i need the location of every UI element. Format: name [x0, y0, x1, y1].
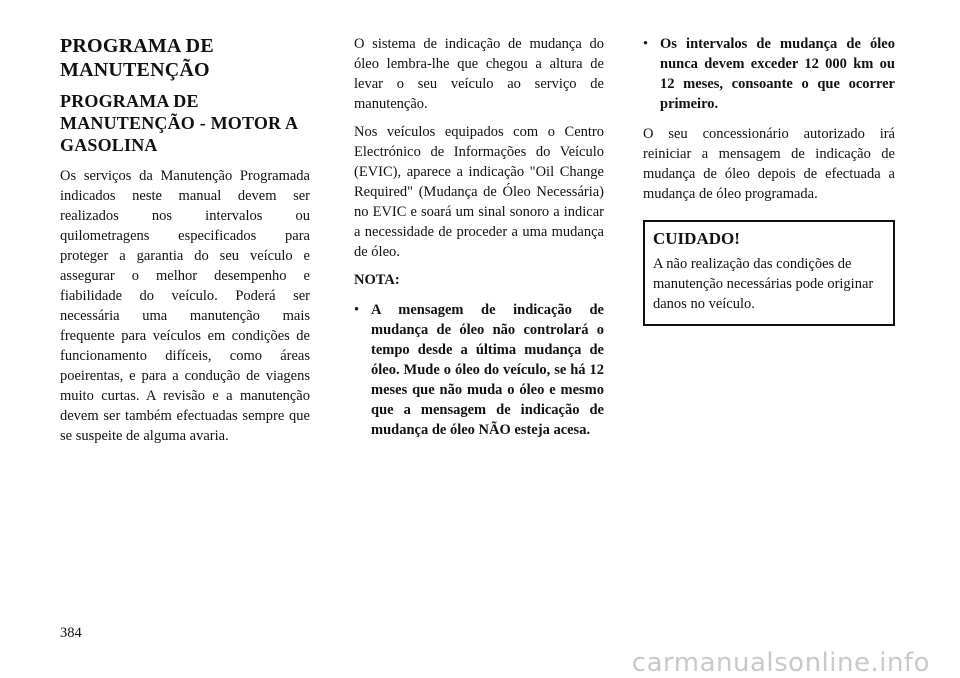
bullet-icon: • — [643, 36, 649, 52]
page-title: PROGRAMA DE MANUTENÇÃO — [60, 35, 214, 81]
caution-box — [643, 220, 895, 326]
note-bullet-1 — [354, 300, 604, 440]
middle-column — [354, 34, 604, 450]
page-number: 384 — [60, 625, 82, 641]
intro-paragraph: Os serviços da Manutenção Programada indicados neste manual devem ser realizados nos intervalos ou quilometragens especificados para proteger a garantia do seu veículo e assegurar o melhor desempenho e fiabilidade do veículo. Poderá ser necessária uma manutenção mais frequente para veículos em condições de funcionamento difíceis, como áreas poeirentas, e para a condução de viagens muito curtas. A revisão e a manutenção devem ser também efectuadas sempre que se suspeite de alguma avaria. — [60, 168, 310, 444]
dealer-paragraph: O seu concessionário autorizado irá reiniciar a mensagem de indicação de mudança de óleo depois de efectuada a mudança de óleo programada. — [643, 126, 895, 202]
section-heading: PROGRAMA DE MANUTENÇÃO - MOTOR A GASOLINA — [60, 91, 298, 155]
note-bullet-1-text: A mensagem de indicação de mudança de óleo não controlará o tempo desde a última mudança de óleo. Mude o óleo do veículo, se há 12 meses que não muda o óleo e mesmo que a mensagem de indicação de mudança de óleo NÃO esteja acesa. — [371, 302, 604, 438]
right-column — [643, 34, 895, 326]
bullet-icon: • — [354, 302, 360, 318]
caution-text: A não realização das condições de manutenção necessárias pode originar danos no veículo. — [653, 256, 874, 312]
oil-indicator-paragraph: O sistema de indicação de mudança do óleo lembra-lhe que chegou a altura de levar o seu veículo ao serviço de manutenção. — [354, 36, 604, 112]
left-column — [60, 34, 310, 454]
caution-title: CUIDADO! — [653, 229, 740, 248]
evic-paragraph: Nos veículos equipados com o Centro Electrónico de Informações do Veículo (EVIC), aparece a indicação "Oil Change Required" (Mudança de Óleo Necessária) no EVIC e soará um sinal sonoro a indicar a necessidade de proceder a uma mudança de óleo. — [354, 124, 604, 260]
note-bullet-2-text: Os intervalos de mudança de óleo nunca devem exceder 12 000 km ou 12 meses, consoante o que ocorrer primeiro. — [660, 36, 895, 112]
note-bullet-2 — [643, 34, 895, 114]
watermark: carmanualsonline.info — [631, 648, 930, 678]
note-label: NOTA: — [354, 272, 400, 288]
